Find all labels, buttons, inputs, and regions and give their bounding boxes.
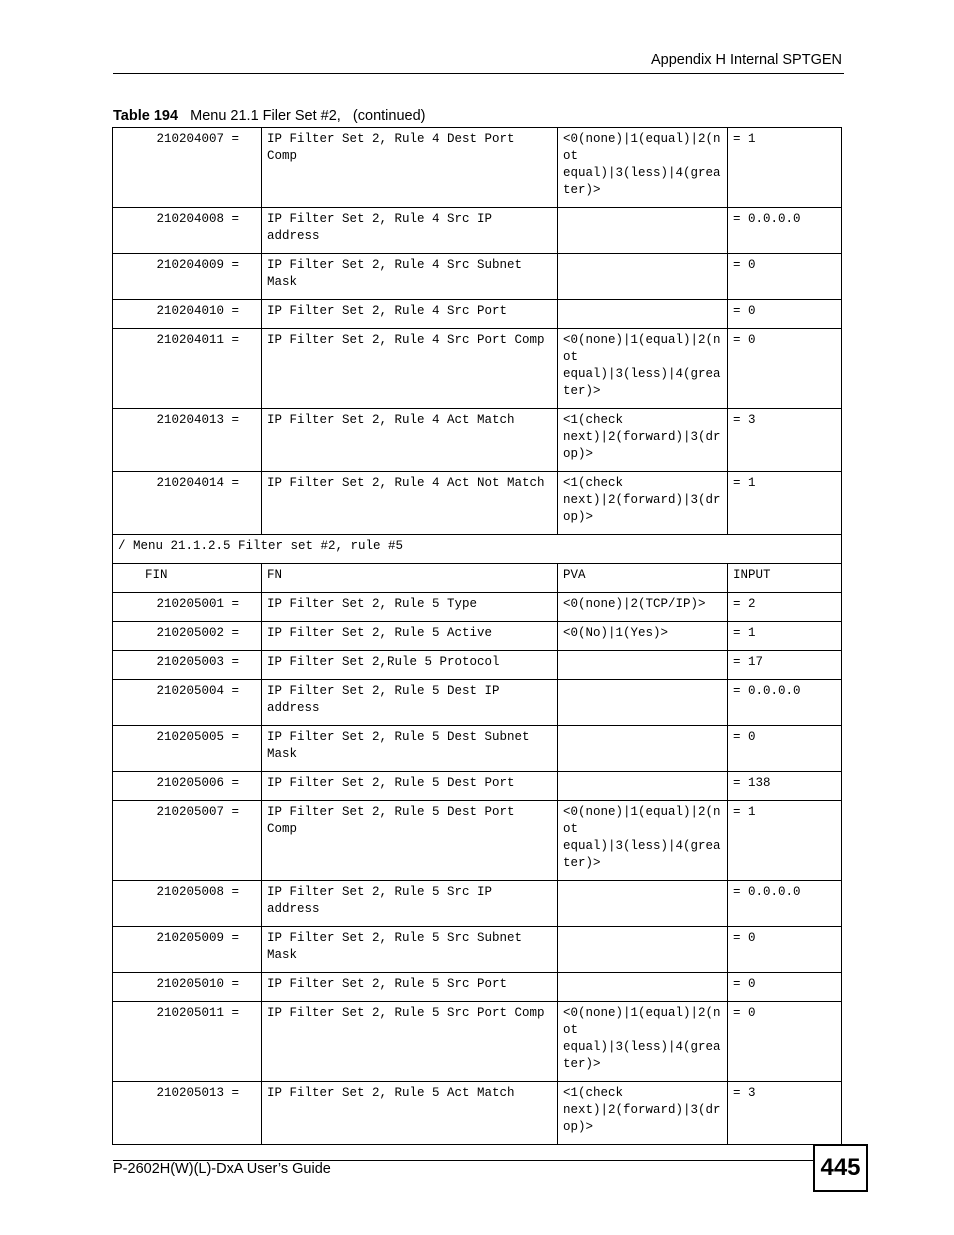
- fn-cell: IP Filter Set 2, Rule 5 Src IP address: [262, 881, 558, 927]
- section-row: [113, 535, 842, 564]
- fn-cell: IP Filter Set 2, Rule 4 Act Match: [262, 409, 558, 472]
- fn-cell: IP Filter Set 2, Rule 5 Dest Port Comp: [262, 801, 558, 881]
- guide-title: P-2602H(W)(L)-DxA User’s Guide: [113, 1161, 331, 1177]
- running-header: Appendix H Internal SPTGEN: [650, 52, 842, 68]
- pva-cell: <1(check next)|2(forward)|3(drop)>: [558, 472, 728, 535]
- input-cell: = 0: [728, 254, 842, 300]
- pva-cell: [558, 300, 728, 329]
- fin-cell: 210204007 =: [113, 128, 262, 208]
- input-cell: = 0: [728, 1002, 842, 1082]
- table-row: [113, 973, 842, 1002]
- column-header-row: [113, 564, 842, 593]
- table-row: [113, 1002, 842, 1082]
- section-title: / Menu 21.1.2.5 Filter set #2, rule #5: [113, 535, 842, 564]
- fn-cell: IP Filter Set 2, Rule 4 Act Not Match: [262, 472, 558, 535]
- input-cell: = 2: [728, 593, 842, 622]
- input-cell: = 0: [728, 300, 842, 329]
- input-cell: = 0.0.0.0: [728, 208, 842, 254]
- pva-cell: [558, 680, 728, 726]
- input-cell: = 0: [728, 927, 842, 973]
- fin-cell: 210205010 =: [113, 973, 262, 1002]
- fn-cell: IP Filter Set 2, Rule 5 Dest Port: [262, 772, 558, 801]
- input-cell: = 0.0.0.0: [728, 881, 842, 927]
- input-cell: = 1: [728, 128, 842, 208]
- fn-cell: IP Filter Set 2, Rule 4 Src Port: [262, 300, 558, 329]
- table-caption-text: Menu 21.1 Filer Set #2, (continued): [178, 108, 426, 124]
- fn-cell: IP Filter Set 2, Rule 4 Src Subnet Mask: [262, 254, 558, 300]
- pva-cell: <0(No)|1(Yes)>: [558, 622, 728, 651]
- pva-cell: <0(none)|2(TCP/IP)>: [558, 593, 728, 622]
- table-row: [113, 128, 842, 208]
- pva-cell: <0(none)|1(equal)|2(not equal)|3(less)|4(greater)>: [558, 329, 728, 409]
- table-caption-label: Table 194: [113, 108, 179, 124]
- table-row: [113, 622, 842, 651]
- input-cell: = 1: [728, 801, 842, 881]
- column-header-input: INPUT: [728, 564, 842, 593]
- fin-cell: 210204010 =: [113, 300, 262, 329]
- fin-cell: 210204011 =: [113, 329, 262, 409]
- pva-cell: <1(check next)|2(forward)|3(drop)>: [558, 1082, 728, 1145]
- table-row: [113, 593, 842, 622]
- table-row: [113, 927, 842, 973]
- table-row: [113, 208, 842, 254]
- table-row: [113, 300, 842, 329]
- pva-cell: <0(none)|1(equal)|2(not equal)|3(less)|4(greater)>: [558, 128, 728, 208]
- table-row: [113, 772, 842, 801]
- pva-cell: [558, 726, 728, 772]
- pva-cell: [558, 973, 728, 1002]
- fn-cell: IP Filter Set 2,Rule 5 Protocol: [262, 651, 558, 680]
- column-header-fin: FIN: [113, 564, 262, 593]
- fn-cell: IP Filter Set 2, Rule 5 Dest Subnet Mask: [262, 726, 558, 772]
- page-number: 445: [813, 1144, 868, 1192]
- table-row: [113, 409, 842, 472]
- input-cell: = 3: [728, 1082, 842, 1145]
- table-row: [113, 726, 842, 772]
- pva-cell: [558, 772, 728, 801]
- fin-cell: 210205008 =: [113, 881, 262, 927]
- fin-cell: 210205009 =: [113, 927, 262, 973]
- pva-cell: [558, 651, 728, 680]
- input-cell: = 0: [728, 973, 842, 1002]
- fn-cell: IP Filter Set 2, Rule 5 Src Port Comp: [262, 1002, 558, 1082]
- input-cell: = 0: [728, 329, 842, 409]
- fn-cell: IP Filter Set 2, Rule 5 Src Subnet Mask: [262, 927, 558, 973]
- fin-cell: 210205006 =: [113, 772, 262, 801]
- fn-cell: IP Filter Set 2, Rule 4 Src IP address: [262, 208, 558, 254]
- pva-cell: [558, 254, 728, 300]
- fn-cell: IP Filter Set 2, Rule 4 Src Port Comp: [262, 329, 558, 409]
- pva-cell: <0(none)|1(equal)|2(not equal)|3(less)|4(greater)>: [558, 1002, 728, 1082]
- input-cell: = 138: [728, 772, 842, 801]
- table-row: [113, 254, 842, 300]
- table-row: [113, 680, 842, 726]
- fn-cell: IP Filter Set 2, Rule 5 Active: [262, 622, 558, 651]
- pva-cell: <1(check next)|2(forward)|3(drop)>: [558, 409, 728, 472]
- fn-cell: IP Filter Set 2, Rule 5 Act Match: [262, 1082, 558, 1145]
- header-divider: [113, 73, 844, 74]
- table-row: [113, 651, 842, 680]
- fn-cell: IP Filter Set 2, Rule 5 Dest IP address: [262, 680, 558, 726]
- fin-cell: 210205005 =: [113, 726, 262, 772]
- table-row: [113, 881, 842, 927]
- column-header-pva: PVA: [558, 564, 728, 593]
- table-row: [113, 801, 842, 881]
- fin-cell: 210205013 =: [113, 1082, 262, 1145]
- sptgen-table: [112, 127, 842, 1145]
- fn-cell: IP Filter Set 2, Rule 5 Src Port: [262, 973, 558, 1002]
- fin-cell: 210205002 =: [113, 622, 262, 651]
- fin-cell: 210205003 =: [113, 651, 262, 680]
- table-caption: [113, 108, 425, 124]
- fin-cell: 210204009 =: [113, 254, 262, 300]
- column-header-fn: FN: [262, 564, 558, 593]
- pva-cell: [558, 927, 728, 973]
- fin-cell: 210204008 =: [113, 208, 262, 254]
- table-row: [113, 1082, 842, 1145]
- input-cell: = 1: [728, 472, 842, 535]
- pva-cell: [558, 208, 728, 254]
- pva-cell: <0(none)|1(equal)|2(not equal)|3(less)|4(greater)>: [558, 801, 728, 881]
- table-body-rule-4: [113, 128, 842, 535]
- fin-cell: 210204014 =: [113, 472, 262, 535]
- fin-cell: 210205011 =: [113, 1002, 262, 1082]
- table-body-rule-5: [113, 593, 842, 1145]
- fin-cell: 210205007 =: [113, 801, 262, 881]
- input-cell: = 17: [728, 651, 842, 680]
- table-section-rule-5: [113, 535, 842, 593]
- input-cell: = 0.0.0.0: [728, 680, 842, 726]
- input-cell: = 3: [728, 409, 842, 472]
- fn-cell: IP Filter Set 2, Rule 4 Dest Port Comp: [262, 128, 558, 208]
- fin-cell: 210205004 =: [113, 680, 262, 726]
- input-cell: = 1: [728, 622, 842, 651]
- fin-cell: 210204013 =: [113, 409, 262, 472]
- pva-cell: [558, 881, 728, 927]
- table-row: [113, 472, 842, 535]
- fn-cell: IP Filter Set 2, Rule 5 Type: [262, 593, 558, 622]
- input-cell: = 0: [728, 726, 842, 772]
- fin-cell: 210205001 =: [113, 593, 262, 622]
- table-row: [113, 329, 842, 409]
